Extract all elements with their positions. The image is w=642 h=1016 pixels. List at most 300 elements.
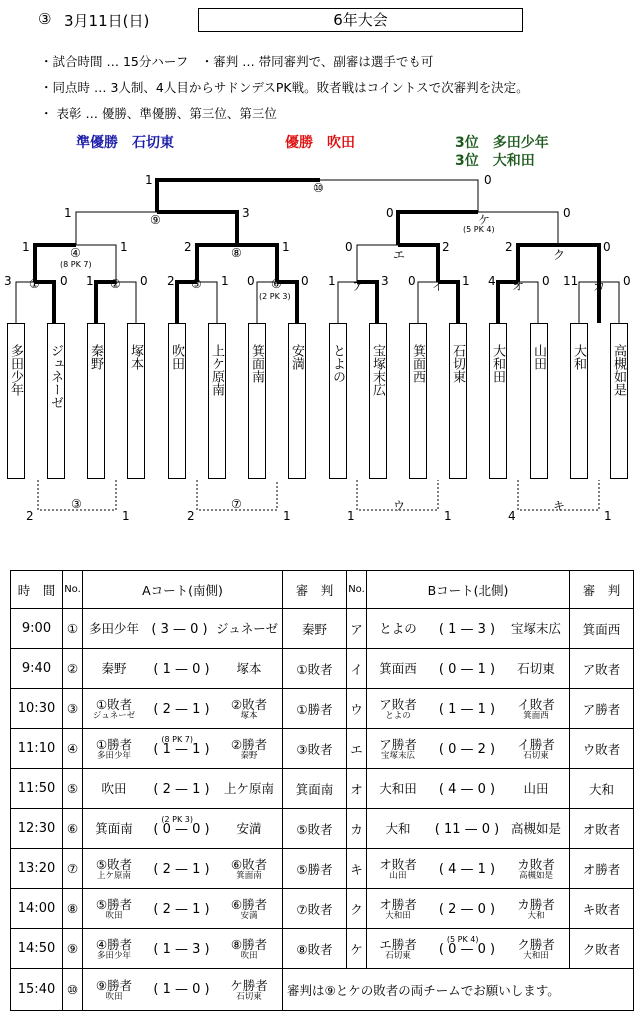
match-no-b: ケ — [347, 929, 367, 969]
time-cell: 9:40 — [11, 649, 63, 689]
match-left — [85, 821, 143, 836]
ref-a: ⑤敗者 — [283, 809, 347, 849]
match-left-team: オ敗者 — [379, 856, 417, 872]
match-no-a: ⑨ — [63, 929, 83, 969]
match-score: ( 0 — 2 ) — [438, 741, 496, 757]
match-right — [220, 857, 278, 881]
match-line — [85, 734, 282, 761]
match-right — [507, 937, 565, 961]
ref-b: キ敗者 — [570, 889, 634, 929]
ref-b: ク敗者 — [570, 929, 634, 969]
match-no-b: ア — [347, 609, 367, 649]
score-ku-left: 2 — [505, 240, 513, 254]
match-right-sub: 吹田 — [240, 950, 258, 961]
match-left — [369, 661, 427, 676]
match-right-sub: 箕面西 — [523, 710, 549, 721]
match-right-team: ②敗者 — [230, 696, 268, 712]
match-label-a: ア — [352, 279, 365, 293]
match-label-6: ⑥ — [271, 277, 282, 291]
match-label-ku: ク — [553, 248, 566, 262]
team-box: 大和 — [570, 323, 588, 479]
schedule-row — [11, 889, 634, 929]
time-cell: 14:00 — [11, 889, 63, 929]
match-score-wrap — [439, 621, 495, 637]
match-left-sub: ジュネーゼ — [92, 710, 136, 721]
match-right — [220, 781, 278, 796]
match-score: ( 2 — 0 ) — [438, 901, 496, 917]
match-left — [85, 697, 143, 721]
match-left-sub: 多田少年 — [96, 750, 131, 761]
final-left-sub: 吹田 — [105, 991, 123, 1002]
match-label-9: ⑨ — [150, 213, 161, 227]
match-score: ( 0 — 0 ) — [438, 941, 496, 957]
schedule-row — [11, 649, 634, 689]
match-right — [220, 737, 278, 761]
score-m7-right: 1 — [283, 509, 291, 523]
match-label-5: ⑤ — [191, 277, 202, 291]
match-left-team: ア敗者 — [379, 696, 417, 712]
match-no-final: ⑩ — [63, 969, 83, 1011]
match-left-sub: 石切東 — [385, 950, 411, 961]
score-ke-left: 0 — [386, 206, 394, 220]
match-score-wrap — [153, 941, 209, 957]
match-left — [85, 857, 143, 881]
match-left-sub: 山田 — [389, 870, 407, 881]
match-score: ( 2 — 1 ) — [153, 701, 210, 717]
schedule-row — [11, 929, 634, 969]
score-e-left: 0 — [345, 240, 353, 254]
match-right-team: カ勝者 — [517, 896, 555, 912]
match-left-team: 多田少年 — [88, 621, 139, 636]
score-m9-right: 3 — [242, 206, 250, 220]
match-left — [369, 821, 427, 836]
match-cell — [367, 849, 570, 889]
match-right-team: 宝塚末広 — [510, 621, 561, 636]
match-right-team: 上ケ原南 — [223, 781, 274, 796]
pk-note-ke: (5 PK 4) — [463, 225, 495, 234]
final-right — [220, 978, 278, 1002]
match-line — [85, 814, 282, 837]
match-left-team: 大和 — [385, 821, 411, 836]
ref-a: ⑧敗者 — [283, 929, 347, 969]
match-left — [85, 621, 143, 636]
match-cell — [367, 929, 570, 969]
match-cell — [367, 689, 570, 729]
score-i-left: 0 — [408, 274, 416, 288]
match-score: ( 0 — 1 ) — [438, 661, 496, 677]
match-cell — [83, 609, 283, 649]
score-m3-left: 2 — [26, 509, 34, 523]
match-cell — [367, 809, 570, 849]
score-u-right: 1 — [444, 509, 452, 523]
match-score-wrap — [153, 734, 210, 757]
match-no-a: ④ — [63, 729, 83, 769]
match-label-o: オ — [512, 279, 525, 293]
match-right-sub: 大和 — [527, 910, 545, 921]
match-line — [85, 621, 282, 637]
match-cell — [83, 769, 283, 809]
match-label-ka: カ — [593, 279, 606, 293]
score-e-right: 2 — [442, 240, 450, 254]
match-no-a: ② — [63, 649, 83, 689]
match-right — [220, 937, 278, 961]
match-right-sub: 高槻如是 — [518, 870, 553, 881]
match-score: ( 0 — 0 ) — [153, 821, 210, 837]
ref-b: 大和 — [570, 769, 634, 809]
match-right — [507, 697, 565, 721]
match-left-sub: 大和田 — [385, 910, 411, 921]
third-place-2: 3位 大和田 — [455, 153, 535, 169]
score-i-right: 1 — [462, 274, 470, 288]
score-ki-right: 1 — [604, 509, 612, 523]
schedule-row — [11, 609, 634, 649]
header-no-a: No. — [63, 571, 83, 609]
match-left-team: ④勝者 — [95, 936, 133, 952]
ref-b: ア勝者 — [570, 689, 634, 729]
match-cell — [83, 809, 283, 849]
match-left — [369, 697, 427, 721]
pk-note-4: (8 PK 7) — [60, 260, 92, 269]
time-cell: 12:30 — [11, 809, 63, 849]
header-ref-a: 審 判 — [283, 571, 347, 609]
match-right — [507, 897, 565, 921]
score-m10-right: 0 — [484, 173, 492, 187]
score-m9-left: 1 — [64, 206, 72, 220]
pk-note-6: (2 PK 3) — [259, 292, 291, 301]
match-left-sub: 上ケ原南 — [96, 870, 131, 881]
match-label-10: ⑩ — [313, 181, 324, 195]
schedule-final-row — [11, 969, 634, 1011]
ref-a: 秦野 — [283, 609, 347, 649]
match-right — [507, 857, 565, 881]
ref-a: ⑤勝者 — [283, 849, 347, 889]
match-left-team: 箕面西 — [379, 661, 417, 676]
match-no-a: ⑦ — [63, 849, 83, 889]
schedule-table — [10, 570, 634, 1011]
score-m5-right: 1 — [221, 274, 229, 288]
match-cell — [367, 729, 570, 769]
ref-a: ①敗者 — [283, 649, 347, 689]
final-right-team: ケ勝者 — [230, 977, 268, 993]
score-m6-left: 0 — [247, 274, 255, 288]
match-left-team: エ勝者 — [379, 936, 417, 952]
header-time: 時 間 — [11, 571, 63, 609]
match-left — [85, 661, 143, 676]
schedule-header-row — [11, 571, 634, 609]
match-score-wrap — [439, 701, 495, 717]
match-label-3: ③ — [71, 497, 82, 511]
match-line — [369, 697, 569, 721]
match-left — [85, 897, 143, 921]
match-score-wrap — [153, 814, 210, 837]
match-line — [85, 897, 282, 921]
match-score-wrap — [438, 934, 496, 957]
match-right-team: ジュネーゼ — [215, 621, 278, 636]
schedule-row — [11, 809, 634, 849]
match-score: ( 1 — 0 ) — [153, 661, 210, 677]
time-cell: 13:20 — [11, 849, 63, 889]
match-left-sub: 多田少年 — [96, 950, 131, 961]
score-o-left: 4 — [488, 274, 496, 288]
match-cell — [367, 649, 570, 689]
match-line — [369, 857, 569, 881]
match-cell — [367, 609, 570, 649]
time-cell: 9:00 — [11, 609, 63, 649]
match-left — [85, 937, 143, 961]
team-box: 秦野 — [87, 323, 105, 479]
match-score-wrap — [439, 781, 495, 797]
match-right-sub: 石切東 — [523, 750, 549, 761]
match-right-team: 山田 — [523, 781, 549, 796]
match-no-a: ① — [63, 609, 83, 649]
ref-a: ①勝者 — [283, 689, 347, 729]
header-court-b: Bコート(北側) — [367, 571, 570, 609]
match-score: ( 2 — 1 ) — [153, 861, 210, 877]
match-right — [220, 697, 278, 721]
match-line — [369, 661, 569, 677]
match-left — [369, 781, 427, 796]
match-score: ( 11 — 0 ) — [434, 821, 500, 837]
match-cell — [83, 849, 283, 889]
team-box: 宝塚末広 — [369, 323, 387, 479]
ref-a: 箕面南 — [283, 769, 347, 809]
score-m5-left: 2 — [167, 274, 175, 288]
event-number: ③ — [38, 10, 52, 28]
match-score: ( 1 — 3 ) — [153, 941, 210, 957]
match-no-b: オ — [347, 769, 367, 809]
match-score-wrap — [153, 661, 209, 677]
score-m3-right: 1 — [122, 509, 130, 523]
match-no-a: ⑧ — [63, 889, 83, 929]
score-a-left: 1 — [328, 274, 336, 288]
match-right-team: ②勝者 — [230, 736, 268, 752]
winner-label: 優勝 吹田 — [285, 135, 355, 151]
match-label-ke: ケ — [478, 213, 491, 227]
score-ka-right: 0 — [623, 274, 631, 288]
score-m7-left: 2 — [187, 509, 195, 523]
match-score-wrap — [439, 661, 495, 677]
team-box: 安満 — [288, 323, 306, 479]
score-ka-left: 11 — [563, 274, 579, 288]
score-m6-right: 0 — [301, 274, 309, 288]
match-pk: (8 PK 7) — [161, 734, 193, 744]
score-ke-right: 0 — [563, 206, 571, 220]
match-no-b: イ — [347, 649, 367, 689]
team-box: 塚本 — [127, 323, 145, 479]
match-right — [220, 821, 278, 836]
team-box: 箕面西 — [409, 323, 427, 479]
match-left — [85, 781, 143, 796]
team-box: ジュネーゼ — [47, 323, 65, 479]
ref-b: 箕面西 — [570, 609, 634, 649]
time-cell: 11:10 — [11, 729, 63, 769]
match-score-wrap — [439, 861, 495, 877]
header-no-b: No. — [347, 571, 367, 609]
match-score: ( 1 — 1 ) — [153, 741, 210, 757]
match-label-2: ② — [110, 277, 121, 291]
match-line — [85, 661, 282, 677]
match-line — [369, 621, 569, 637]
match-left-sub: 吹田 — [105, 910, 123, 921]
match-right — [216, 621, 278, 636]
runner-up-label: 準優勝 石切東 — [76, 135, 174, 151]
match-cell — [367, 889, 570, 929]
match-left-team: とよの — [379, 621, 417, 636]
match-no-b: エ — [347, 729, 367, 769]
match-right-team: ク勝者 — [517, 936, 555, 952]
score-u-left: 1 — [347, 509, 355, 523]
header-ref-b: 審 判 — [570, 571, 634, 609]
match-score-wrap — [153, 861, 209, 877]
match-right — [507, 781, 565, 796]
match-score-wrap — [435, 821, 500, 837]
match-score-wrap — [151, 621, 207, 637]
match-label-u: ウ — [393, 499, 406, 513]
match-line — [369, 737, 569, 761]
time-cell: 10:30 — [11, 689, 63, 729]
match-line — [369, 781, 569, 797]
match-no-b: カ — [347, 809, 367, 849]
note-rules: ・試合時間 … 15分ハーフ ・審判 … 帯同審判で、副審は選手でも可 — [40, 54, 434, 69]
third-place-1: 3位 多田少年 — [455, 135, 549, 151]
match-right-sub: 安満 — [240, 910, 258, 921]
match-score-wrap — [153, 901, 209, 917]
match-left-sub: とよの — [385, 710, 411, 721]
header-court-a: Aコート(南側) — [83, 571, 283, 609]
final-score: ( 1 — 0 ) — [153, 982, 210, 997]
match-label-ki: キ — [553, 499, 566, 513]
score-m8-left: 2 — [184, 240, 192, 254]
match-left — [369, 897, 427, 921]
score-m2-right: 0 — [140, 274, 148, 288]
team-box: とよの — [329, 323, 347, 479]
match-left — [369, 621, 427, 636]
ref-b: ア敗者 — [570, 649, 634, 689]
match-right-team: 安満 — [236, 821, 262, 836]
match-right-team: 石切東 — [517, 661, 555, 676]
final-match-line — [85, 978, 282, 1002]
match-no-b: キ — [347, 849, 367, 889]
match-no-a: ⑥ — [63, 809, 83, 849]
match-line — [85, 781, 282, 797]
match-line — [369, 897, 569, 921]
match-left — [369, 857, 427, 881]
match-line — [369, 934, 569, 961]
final-note: 審判は⑨とケの敗者の両チームでお願いします。 — [283, 969, 634, 1011]
team-box: 大和田 — [489, 323, 507, 479]
match-no-b: ウ — [347, 689, 367, 729]
final-right-sub: 石切東 — [236, 991, 262, 1002]
score-m2-left: 1 — [86, 274, 94, 288]
score-m8-right: 1 — [282, 240, 290, 254]
match-left-team: ⑤敗者 — [95, 856, 133, 872]
score-ku-right: 0 — [603, 240, 611, 254]
match-score: ( 2 — 1 ) — [153, 781, 210, 797]
match-right — [220, 897, 278, 921]
match-right-team: カ敗者 — [517, 856, 555, 872]
time-cell: 11:50 — [11, 769, 63, 809]
match-right-team: 高槻如是 — [510, 821, 561, 836]
match-no-b: ク — [347, 889, 367, 929]
match-label-1: ① — [29, 277, 40, 291]
match-left-sub: 宝塚末広 — [380, 750, 415, 761]
match-cell — [83, 929, 283, 969]
match-score-wrap — [439, 741, 495, 757]
match-line — [369, 821, 569, 837]
ref-b: ウ敗者 — [570, 729, 634, 769]
final-left-team: ⑨勝者 — [95, 977, 133, 993]
final-match-cell — [83, 969, 283, 1011]
match-score: ( 3 — 0 ) — [151, 621, 208, 637]
match-right-team: イ敗者 — [517, 696, 555, 712]
match-right-team: ⑥敗者 — [230, 856, 268, 872]
match-right — [507, 737, 565, 761]
match-left-team: 箕面南 — [95, 821, 133, 836]
match-cell — [83, 689, 283, 729]
time-cell: 14:50 — [11, 929, 63, 969]
match-left-team: ⑤勝者 — [95, 896, 133, 912]
match-label-8: ⑧ — [231, 246, 242, 260]
match-right-sub: 秦野 — [240, 750, 258, 761]
match-left — [369, 737, 427, 761]
match-score: ( 4 — 0 ) — [438, 781, 496, 797]
score-m4-right: 1 — [120, 240, 128, 254]
team-box: 上ケ原南 — [208, 323, 226, 479]
ref-b: オ敗者 — [570, 809, 634, 849]
match-left-team: オ勝者 — [379, 896, 417, 912]
match-right — [507, 621, 565, 636]
match-right — [507, 661, 565, 676]
match-left-team: ア勝者 — [379, 736, 417, 752]
match-score: ( 4 — 1 ) — [438, 861, 496, 877]
ref-a: ⑦敗者 — [283, 889, 347, 929]
final-left — [85, 978, 143, 1002]
match-score: ( 2 — 1 ) — [153, 901, 210, 917]
match-right-team: イ勝者 — [517, 736, 555, 752]
score-m4-left: 1 — [22, 240, 30, 254]
score-m10-left: 1 — [145, 173, 153, 187]
match-score-wrap — [153, 781, 209, 797]
match-right-sub: 箕面南 — [236, 870, 262, 881]
match-cell — [83, 889, 283, 929]
page-title: 6年大会 — [198, 8, 523, 32]
schedule-row — [11, 689, 634, 729]
match-label-7: ⑦ — [231, 497, 242, 511]
match-no-a: ③ — [63, 689, 83, 729]
match-right — [220, 661, 278, 676]
match-right — [507, 821, 565, 836]
match-right-sub: 塚本 — [240, 710, 258, 721]
match-score-wrap — [439, 901, 495, 917]
match-cell — [83, 729, 283, 769]
schedule-row — [11, 769, 634, 809]
score-m1-left: 3 — [4, 274, 12, 288]
schedule-row — [11, 729, 634, 769]
match-line — [85, 697, 282, 721]
ref-a: ③敗者 — [283, 729, 347, 769]
match-right-sub: 大和田 — [523, 950, 549, 961]
team-box: 箕面南 — [248, 323, 266, 479]
team-box: 高槻如是 — [610, 323, 628, 479]
match-left-team: ①敗者 — [95, 696, 133, 712]
team-box: 多田少年 — [7, 323, 25, 479]
match-pk: (5 PK 4) — [446, 934, 479, 944]
team-box: 石切東 — [449, 323, 467, 479]
match-cell — [367, 769, 570, 809]
match-right-team: ⑧勝者 — [230, 936, 268, 952]
schedule-row — [11, 849, 634, 889]
match-right-team: ⑥勝者 — [230, 896, 268, 912]
